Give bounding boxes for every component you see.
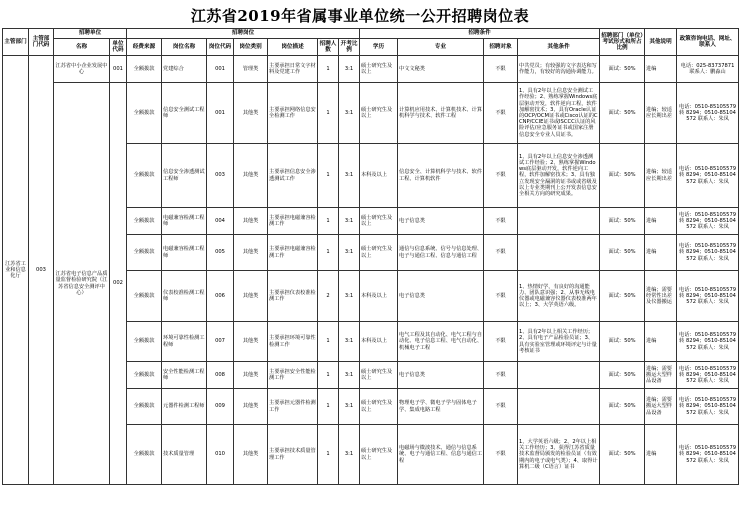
- exam-cell: 面试：50%: [600, 235, 645, 271]
- num-cell: 1: [318, 389, 339, 425]
- contact-cell: 电话：0510-85105579 转 8294；0510-85104572 联系人：朱凤: [677, 271, 739, 322]
- funding-cell: 全额拨款: [127, 144, 162, 208]
- contact-cell: 电话：0510-85105579 转 8294；0510-85104572 联系人：朱凤: [677, 362, 739, 389]
- pos-name-cell: 党建综合: [162, 56, 207, 83]
- table-row: [3, 83, 739, 144]
- remark-cell: 进编: [645, 56, 677, 83]
- dept-name-cell: 江苏省工业和信息化厅: [3, 56, 29, 485]
- pos-code-cell: 004: [207, 208, 234, 235]
- ratio-cell: 3:1: [339, 389, 360, 425]
- contact-cell: 电话：0510-85105579 转 8294；0510-85104572 联系人：朱凤: [677, 208, 739, 235]
- major-cell: 电磁场与微波技术、通信与信息系统、电子与通信工程、信息与通信工程: [398, 425, 484, 485]
- header-remark: 其他说明: [645, 29, 677, 56]
- education-cell: 硕士研究生及以上: [360, 425, 398, 485]
- pos-category-cell: 其他类: [234, 208, 268, 235]
- other-cell: [518, 235, 600, 271]
- unit-code-cell: 001: [110, 56, 127, 83]
- pos-desc-cell: 主要承担环境可靠性检测工作: [268, 322, 318, 362]
- header-dept: 主管部门: [3, 29, 29, 56]
- ratio-cell: 3:1: [339, 271, 360, 322]
- pos-category-cell: 其他类: [234, 83, 268, 144]
- header-contact: 政策咨询电话、网址、联系人: [677, 29, 739, 56]
- header-unit-name: 名称: [54, 39, 110, 56]
- exam-cell: 面试：50%: [600, 144, 645, 208]
- pos-desc-cell: 主要承担仪表校准检测工作: [268, 271, 318, 322]
- unit-name-cell: 江苏省电子信息产品质量监督检验研究院（江苏省信息安全测评中心）: [54, 83, 110, 485]
- funding-cell: 全额拨款: [127, 389, 162, 425]
- remark-cell: 进编: [645, 322, 677, 362]
- pos-name-cell: 电磁兼容检测工程师: [162, 235, 207, 271]
- ratio-cell: 3:1: [339, 235, 360, 271]
- pos-name-cell: 安全性能检测工程师: [162, 362, 207, 389]
- ratio-cell: 3:1: [339, 362, 360, 389]
- other-cell: 1、具有2年以上信息安全测试工作经验；2、熟练掌握Windows底层驱动开发，软件逆向工程，软件加解密技术；3、具有Oracle认证的OCP/OCM证书或Cisco认证的CCNP/CCIE证书或ISCCC认证的风险评估/应急服务证书或国家注册信息安全专业人员证书。: [518, 83, 600, 144]
- contact-cell: 电话：0510-85105579 转 8294；0510-85104572 联系人：朱凤: [677, 144, 739, 208]
- other-cell: [518, 362, 600, 389]
- pos-desc-cell: 主要承担电磁兼容检测工作: [268, 235, 318, 271]
- remark-cell: 进编: [645, 208, 677, 235]
- ratio-cell: 3:1: [339, 83, 360, 144]
- contact-cell: 电话：025-83737871 联系人：鹏淼山: [677, 56, 739, 83]
- header-other: 其他条件: [518, 39, 600, 56]
- other-cell: 中共党员；有较强的文字表达和写作能力，有较好的沟通协调能力。: [518, 56, 600, 83]
- pos-name-cell: 元器件检测工程师: [162, 389, 207, 425]
- funding-cell: 全额拨款: [127, 83, 162, 144]
- target-cell: 不限: [484, 362, 518, 389]
- table-row: [3, 56, 739, 83]
- header-position-group: 招聘岗位: [127, 29, 360, 39]
- pos-code-cell: 009: [207, 389, 234, 425]
- pos-name-cell: 仪表校准检测工程师: [162, 271, 207, 322]
- exam-cell: 面试：50%: [600, 362, 645, 389]
- other-cell: 1、具有2年以上信息安全渗透测试工作经验；2、熟练掌握Windows底层驱动开发，软件逆向工程，软件加解密技术；3、具有独立发现安全漏洞的证书或或省级及以上专业类期刊上公开发表信息安全相关方向的研究成果。: [518, 144, 600, 208]
- unit-code-cell: 002: [110, 83, 127, 485]
- page-title: 江苏省2019年省属事业单位统一公开招聘岗位表: [190, 7, 530, 25]
- remark-cell: 进编；需要经常性出差及仪器搬运: [645, 271, 677, 322]
- exam-cell: 面试：50%: [600, 425, 645, 485]
- funding-cell: 全额拨款: [127, 56, 162, 83]
- header-dept-code: 主管部门代码: [29, 29, 54, 56]
- funding-cell: 全额拨款: [127, 362, 162, 389]
- pos-desc-cell: 主要承担网络信息安全检测工作: [268, 83, 318, 144]
- header-pos-category: 岗位类别: [234, 39, 268, 56]
- pos-code-cell: 008: [207, 362, 234, 389]
- unit-name-cell: 江苏省中小企业发展中心: [54, 56, 110, 83]
- contact-cell: 电话：0510-85105579 转 8294；0510-85104572 联系人：朱凤: [677, 389, 739, 425]
- funding-cell: 全额拨款: [127, 235, 162, 271]
- ratio-cell: 3:1: [339, 144, 360, 208]
- num-cell: 1: [318, 144, 339, 208]
- ratio-cell: 3:1: [339, 208, 360, 235]
- pos-code-cell: 001: [207, 56, 234, 83]
- pos-category-cell: 管理类: [234, 56, 268, 83]
- pos-category-cell: 其他类: [234, 271, 268, 322]
- pos-category-cell: 其他类: [234, 235, 268, 271]
- target-cell: 不限: [484, 271, 518, 322]
- dept-code-cell: 003: [29, 56, 54, 485]
- education-cell: 硕士研究生及以上: [360, 56, 398, 83]
- target-cell: 不限: [484, 83, 518, 144]
- other-cell: [518, 208, 600, 235]
- pos-desc-cell: 主要承担电磁兼容检测工作: [268, 208, 318, 235]
- num-cell: 1: [318, 362, 339, 389]
- remark-cell: 进编；需要搬运大型样品设备: [645, 389, 677, 425]
- pos-name-cell: 信息安全渗透测试工程师: [162, 144, 207, 208]
- pos-name-cell: 电磁兼容检测工程师: [162, 208, 207, 235]
- funding-cell: 全额拨款: [127, 208, 162, 235]
- pos-category-cell: 其他类: [234, 425, 268, 485]
- target-cell: 不限: [484, 56, 518, 83]
- target-cell: 不限: [484, 425, 518, 485]
- ratio-cell: 3:1: [339, 322, 360, 362]
- header-education: 学历: [360, 39, 398, 56]
- other-cell: 1、热情好学，有良好的沟通能力、团队意识强；2、从事无线电仪器或电磁兼容仪器仪表校准两年以上；3、大学英语六级。: [518, 271, 600, 322]
- target-cell: 不限: [484, 389, 518, 425]
- other-cell: 1、具有2年以上相关工作经历；2、具有电子产品检验员证；3、具有实验室管理或环境评定与计量考核证书: [518, 322, 600, 362]
- pos-name-cell: 技术质量管理: [162, 425, 207, 485]
- pos-code-cell: 010: [207, 425, 234, 485]
- pos-code-cell: 006: [207, 271, 234, 322]
- header-funding: 经费来源: [127, 39, 162, 56]
- exam-cell: 面试：50%: [600, 322, 645, 362]
- pos-code-cell: 003: [207, 144, 234, 208]
- target-cell: 不限: [484, 144, 518, 208]
- ratio-cell: 3:1: [339, 56, 360, 83]
- major-cell: 物理电子学、微电子学与固体电子学、集成电路工程: [398, 389, 484, 425]
- major-cell: 通信与信息系统、信号与信息处理、电子与通信工程、信息与通信工程: [398, 235, 484, 271]
- major-cell: 信息安全、计算机科学与技术、软件工程、计算机软件: [398, 144, 484, 208]
- contact-cell: 电话：0510-85105579 转 8294；0510-85104572 联系人：朱凤: [677, 322, 739, 362]
- major-cell: 电子信息类: [398, 362, 484, 389]
- pos-desc-cell: 主要承担信息安全渗透测试工作: [268, 144, 318, 208]
- pos-desc-cell: 主要承担元器件检测工作: [268, 389, 318, 425]
- pos-code-cell: 005: [207, 235, 234, 271]
- header-unit-group: 招聘单位: [54, 29, 127, 39]
- remark-cell: 进编；较适应长期出差: [645, 83, 677, 144]
- major-cell: 计算机应用技术、计算机技术、计算机科学与技术、软件工程: [398, 83, 484, 144]
- pos-category-cell: 其他类: [234, 322, 268, 362]
- header-cond-group: 招聘条件: [360, 29, 600, 39]
- exam-cell: 面试：50%: [600, 83, 645, 144]
- exam-cell: 面试：50%: [600, 56, 645, 83]
- pos-category-cell: 其他类: [234, 362, 268, 389]
- header-major: 专业: [398, 39, 484, 56]
- num-cell: 1: [318, 56, 339, 83]
- other-cell: [518, 389, 600, 425]
- remark-cell: 进编；需要搬运大型样品设备: [645, 362, 677, 389]
- pos-code-cell: 001: [207, 83, 234, 144]
- pos-category-cell: 其他类: [234, 144, 268, 208]
- pos-desc-cell: 主要承担安全性能检测工作: [268, 362, 318, 389]
- other-cell: 1、大学英语六级；2、2年以上相关工作经历；3、获得江苏省质量技术监督局颁发的检验员证（有效期内的电子或电气类）；4、取得计算机二级（C语言）证书: [518, 425, 600, 485]
- pos-name-cell: 环境可靠性检测工程师: [162, 322, 207, 362]
- education-cell: 硕士研究生及以上: [360, 362, 398, 389]
- header-target: 招聘对象: [484, 39, 518, 56]
- num-cell: 1: [318, 208, 339, 235]
- num-cell: 1: [318, 235, 339, 271]
- major-cell: 电子信息类: [398, 271, 484, 322]
- target-cell: 不限: [484, 322, 518, 362]
- major-cell: 电子信息类: [398, 208, 484, 235]
- header-row-1: [3, 29, 739, 39]
- header-pos-desc: 岗位描述: [268, 39, 318, 56]
- funding-cell: 全额拨款: [127, 271, 162, 322]
- num-cell: 1: [318, 425, 339, 485]
- target-cell: 不限: [484, 235, 518, 271]
- pos-desc-cell: 主要承担日常文字材料及党建工作: [268, 56, 318, 83]
- ratio-cell: 3:1: [339, 425, 360, 485]
- education-cell: 本科及以上: [360, 322, 398, 362]
- pos-category-cell: 其他类: [234, 389, 268, 425]
- contact-cell: 电话：0510-85105579 转 8294；0510-85104572 联系人：朱凤: [677, 235, 739, 271]
- contact-cell: 电话：0510-85105579 转 8294；0510-85104572 联系人：朱凤: [677, 425, 739, 485]
- num-cell: 1: [318, 322, 339, 362]
- exam-cell: 面试：50%: [600, 389, 645, 425]
- pos-desc-cell: 主要承担技术质量管理工作: [268, 425, 318, 485]
- remark-cell: 进编；较适应长期出差: [645, 144, 677, 208]
- pos-code-cell: 007: [207, 322, 234, 362]
- header-exam: 招聘部门（单位）考试形式和所占比例: [600, 29, 645, 56]
- education-cell: 本科及以上: [360, 144, 398, 208]
- recruitment-table: [2, 28, 739, 485]
- education-cell: 本科及以上: [360, 271, 398, 322]
- contact-cell: 电话：0510-85105579 转 8294；0510-85104572 联系人：朱凤: [677, 83, 739, 144]
- exam-cell: 面试：50%: [600, 208, 645, 235]
- education-cell: 硕士研究生及以上: [360, 235, 398, 271]
- header-ratio: 开考比例: [339, 39, 360, 56]
- remark-cell: 进编: [645, 235, 677, 271]
- education-cell: 硕士研究生及以上: [360, 389, 398, 425]
- major-cell: 电气工程及其自动化、电气工程与自动化、电子信息工程、电气自动化、机械电子工程: [398, 322, 484, 362]
- funding-cell: 全额拨款: [127, 322, 162, 362]
- num-cell: 2: [318, 271, 339, 322]
- funding-cell: 全额拨款: [127, 425, 162, 485]
- remark-cell: 进编: [645, 425, 677, 485]
- major-cell: 中文文秘类: [398, 56, 484, 83]
- num-cell: 1: [318, 83, 339, 144]
- education-cell: 硕士研究生及以上: [360, 208, 398, 235]
- pos-name-cell: 信息安全测试工程师: [162, 83, 207, 144]
- exam-cell: 面试：50%: [600, 271, 645, 322]
- header-unit-code: 单位代码: [110, 39, 127, 56]
- header-pos-name: 岗位名称: [162, 39, 207, 56]
- header-num: 招聘人数: [318, 39, 339, 56]
- education-cell: 硕士研究生及以上: [360, 83, 398, 144]
- header-pos-code: 岗位代码: [207, 39, 234, 56]
- target-cell: 不限: [484, 208, 518, 235]
